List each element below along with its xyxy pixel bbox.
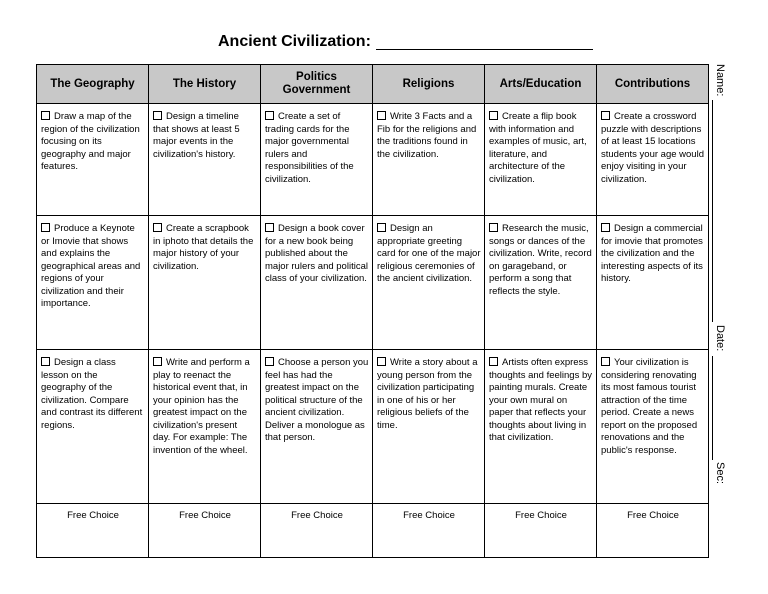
checkbox[interactable] [265,223,274,232]
free-choice-cell[interactable]: Free Choice [485,504,597,558]
task-text: Design a book cover for a new book being published about the major rulers and political class of your civilization. [265,223,368,284]
checkbox[interactable] [41,111,50,120]
table-row [37,104,709,216]
task-text: Research the music, songs or dances of the civilization. Write, record on garageband, or perform a song that reflects the style. [489,223,592,297]
checkbox[interactable] [153,111,162,120]
task-cell [597,216,709,350]
choice-board-table [36,64,709,558]
task-cell [485,104,597,216]
task-text: Design a class lesson on the geography of the civilization. Compare and contrast its different regions. [41,357,143,431]
worksheet-title: Ancient Civilization: [218,33,371,50]
checkbox[interactable] [601,357,610,366]
checkbox[interactable] [377,357,386,366]
task-text: Create a flip book with information and examples of music, art, literature, and architecture of the civilization. [489,111,587,185]
free-choice-cell[interactable]: Free Choice [261,504,373,558]
task-cell [149,216,261,350]
task-text: Design a timeline that shows at least 5 major events in the civilization's history. [153,111,240,160]
checkbox[interactable] [41,223,50,232]
checkbox[interactable] [377,111,386,120]
task-text: Design a commercial for imovie that promotes the civilization and the interesting aspects of its history. [601,223,703,284]
free-choice-cell[interactable]: Free Choice [597,504,709,558]
checkbox[interactable] [601,223,610,232]
checkbox[interactable] [489,357,498,366]
table-row [37,350,709,504]
task-cell [149,104,261,216]
task-text: Choose a person you feel has had the greatest impact on the political structure of the ancient civilization. Deliver a monologue as that person. [265,357,369,443]
free-choice-cell[interactable]: Free Choice [149,504,261,558]
name-label: Name: [714,64,726,97]
task-cell [485,350,597,504]
task-cell [485,216,597,350]
task-cell [37,216,149,350]
checkbox[interactable] [265,357,274,366]
checkbox[interactable] [265,111,274,120]
date-label: Date: [714,325,726,352]
task-cell [597,350,709,504]
task-cell [261,350,373,504]
header-arts: Arts/Education [485,65,597,104]
task-cell [37,104,149,216]
task-cell [261,216,373,350]
free-choice-cell[interactable]: Free Choice [37,504,149,558]
task-text: Write a story about a young person from the civilization participating in one of his or her religious beliefs of the time. [377,357,478,431]
header-history: The History [149,65,261,104]
task-text: Your civilization is considering renovating its most famous tourist attraction of the time period. Create a news report on the proposed renovations and the public's response. [601,357,698,456]
checkbox[interactable] [489,111,498,120]
free-choice-cell[interactable]: Free Choice [373,504,485,558]
task-text: Create a set of trading cards for the major governmental rulers and responsibilities of the civilization. [265,111,354,185]
task-text: Write 3 Facts and a Fib for the religions and the traditions found in the civilization. [377,111,477,160]
title-blank-line [376,49,593,50]
header-religions: Religions [373,65,485,104]
task-text: Write and perform a play to reenact the historical event that, in your opinion has the greatest impact on the civilization's present day. For example: The invention of the wheel. [153,357,250,456]
task-cell [261,104,373,216]
checkbox[interactable] [41,357,50,366]
task-cell [597,104,709,216]
sec-label: Sec: [714,462,726,485]
task-text: Produce a Keynote or Imovie that shows and explains the geographical areas and regions of your civilization and their importance. [41,223,141,309]
task-text: Draw a map of the region of the civilization focusing on its geography and major features. [41,111,140,172]
name-blank-line [712,100,713,322]
header-row [37,65,709,104]
task-cell [373,350,485,504]
checkbox[interactable] [153,223,162,232]
date-blank-line [712,356,713,460]
checkbox[interactable] [377,223,386,232]
task-cell [149,350,261,504]
header-contributions: Contributions [597,65,709,104]
table-row [37,216,709,350]
task-text: Create a crossword puzzle with descriptions of at least 15 locations students your age would enjoy visiting in your civilization. [601,111,704,185]
checkbox[interactable] [489,223,498,232]
task-text: Design an appropriate greeting card for one of the major religious ceremonies of the ancient civilization. [377,223,481,284]
checkbox[interactable] [601,111,610,120]
task-cell [373,104,485,216]
task-cell [373,216,485,350]
task-text: Create a scrapbook in iphoto that details the major history of your civilization. [153,223,254,272]
checkbox[interactable] [153,357,162,366]
task-cell [37,350,149,504]
header-geography: The Geography [37,65,149,104]
free-choice-row [37,504,709,558]
task-text: Artists often express thoughts and feelings by painting murals. Create your own mural on paper that reflects your thoughts about living in that civilization. [489,357,592,443]
header-politics: Politics Government [261,65,373,104]
